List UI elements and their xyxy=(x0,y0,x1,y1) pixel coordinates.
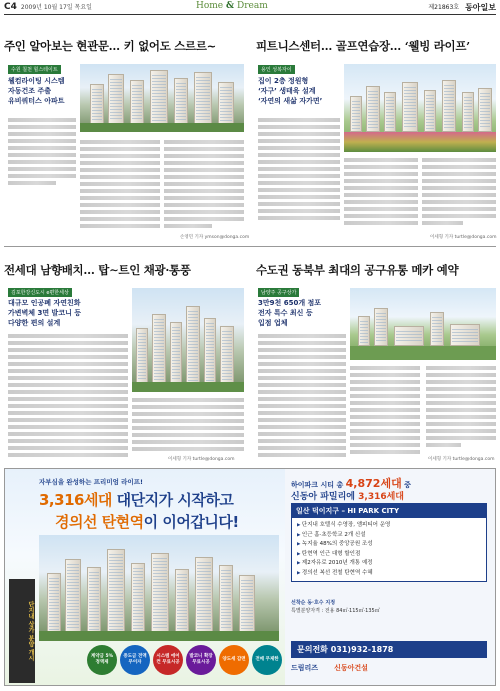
ad-features-list xyxy=(292,518,486,581)
ad-left-panel xyxy=(5,469,285,685)
headline: 전세대 남향배치… 탑∼트인 채광·통풍 xyxy=(4,263,191,277)
advertisement[interactable] xyxy=(4,468,496,686)
article-4 xyxy=(256,262,496,278)
byline: 이세형 기자 turtle@donga.com xyxy=(428,457,495,462)
article-kicker: 용인 성복자이 xyxy=(258,65,295,74)
article-body xyxy=(258,118,340,223)
phone-number[interactable]: 031)932-1878 xyxy=(330,645,394,654)
newspaper-name: 동아일보 xyxy=(465,3,496,12)
list-item: ▶ 인근 홈·초등학교 2개 신설 xyxy=(297,531,481,541)
benefit-badge: 계약금 5% 정액제 xyxy=(87,645,117,675)
page-header xyxy=(4,0,496,13)
article-body xyxy=(344,158,418,228)
byline: 이세형 기자 turtle@donga.com xyxy=(168,457,235,462)
page-number: C4 xyxy=(4,1,17,12)
benefit-badge: 시스템 에어컨 무료시공 xyxy=(153,645,183,675)
ad-headline-1: 3,316세대 대단지가 시작하고 xyxy=(39,491,234,509)
builder-logo: 신동아건설 xyxy=(334,664,368,672)
ad-features-title: 일산 덕이지구 – HI PARK CITY xyxy=(292,504,486,518)
article-2 xyxy=(256,38,496,54)
ad-tagline: 자부심을 완성하는 프리미엄 라이프! xyxy=(39,478,143,486)
list-item: ▶ 제2자유로 2010년 개통 예정 xyxy=(297,559,481,569)
ad-benefit-badges xyxy=(87,645,282,675)
article-body xyxy=(258,334,346,460)
byline: 손영민 기자 ymson@donga.com xyxy=(180,235,250,240)
article-body xyxy=(132,398,244,454)
headline: 피트니스센터… 골프연습장… ‘웰빙 라이프’ xyxy=(256,39,470,53)
headline: 수도권 동북부 최대의 공구유통 메카 예약 xyxy=(256,263,459,277)
list-item: ▶ 녹지율 48%의 중앙공원 조성 xyxy=(297,540,481,550)
ad-right-panel xyxy=(285,469,495,685)
article-kicker: 김포한강신도시 e편한세상 xyxy=(8,288,72,297)
ad-photo xyxy=(39,535,279,641)
ad-brand-units: 신동아 파밀리에 3,316세대 xyxy=(291,492,404,502)
ad-features-box xyxy=(291,503,487,582)
byline: 이세형 기자 turtle@donga.com xyxy=(430,235,497,240)
article-subheads: 집이 2층 정원형 ‘자구’ 생태육 설계 ‘자연의 새삶 자가면’ xyxy=(258,77,323,105)
benefit-badge: 전매 무제한 xyxy=(252,645,282,675)
list-item: ▶ 탄현역 인근 대형 할인점 xyxy=(297,550,481,560)
headline: 주인 알아보는 현관문… 키 없어도 스르르~ xyxy=(4,39,216,53)
article-body xyxy=(8,118,76,188)
article-kicker: 남양주 공구상가 xyxy=(258,288,299,297)
list-item: ▶ 경의선 복선 전철 탄현역 수혜 xyxy=(297,569,481,579)
benefit-badge: 발코니 확장 무료시공 xyxy=(186,645,216,675)
article-body xyxy=(80,140,160,231)
article-kicker: 수원 칠천 힐스테이트 xyxy=(8,65,61,74)
article-photo xyxy=(80,64,244,132)
issue-date: 2009년 10월 17일 목요일 xyxy=(20,4,92,11)
article-1 xyxy=(4,38,244,54)
article-photo xyxy=(344,64,496,152)
article-photo xyxy=(132,288,244,392)
benefit-badge: 양도세 감면 xyxy=(219,645,249,675)
ad-logos xyxy=(291,663,368,673)
ad-side-banner: 단지내 상가 분양 개시 xyxy=(9,579,35,683)
article-subheads: 3만9천 650개 점포 전자 특수 최신 등 입점 업체 xyxy=(258,299,322,327)
section-title: Home & Dream xyxy=(196,1,268,11)
benefit-badge: 중도금 전액 무이자 xyxy=(120,645,150,675)
article-subheads: 대규모 인공폐 자연친화 가변벽체 3면 발코니 등 다양한 편의 설계 xyxy=(8,299,82,327)
list-item: ▶ 단지내 호텔식 수영장, 앰피티어 운영 xyxy=(297,521,481,531)
article-body xyxy=(350,366,420,457)
ad-headline-2: 경의선 탄현역이 이어갑니다! xyxy=(55,513,239,531)
section-divider xyxy=(4,246,496,247)
developer-logo: 드림리즈 xyxy=(291,664,319,672)
issue-number: 제21863호 xyxy=(428,4,460,11)
article-photo xyxy=(350,288,496,360)
article-subheads: 웰컴라이팅 시스템 자동건조 주출 유비쿼터스 아파트 xyxy=(8,77,65,105)
header-rule xyxy=(4,14,496,15)
article-body xyxy=(422,158,496,228)
masthead-right xyxy=(428,2,496,13)
article-3 xyxy=(4,262,244,278)
ad-phone-banner[interactable] xyxy=(291,641,487,658)
article-body xyxy=(426,366,496,450)
phone-label: 문의전화 xyxy=(297,645,328,654)
article-body xyxy=(164,140,244,231)
ad-total-units: 하이파크 시티 총 4,872세대 중 xyxy=(291,477,411,490)
ad-schedule: 선착순 동·호수 지정 특별분양자격 : 전용 84㎡·115㎡·135㎡ xyxy=(291,600,380,614)
article-body xyxy=(8,334,128,460)
